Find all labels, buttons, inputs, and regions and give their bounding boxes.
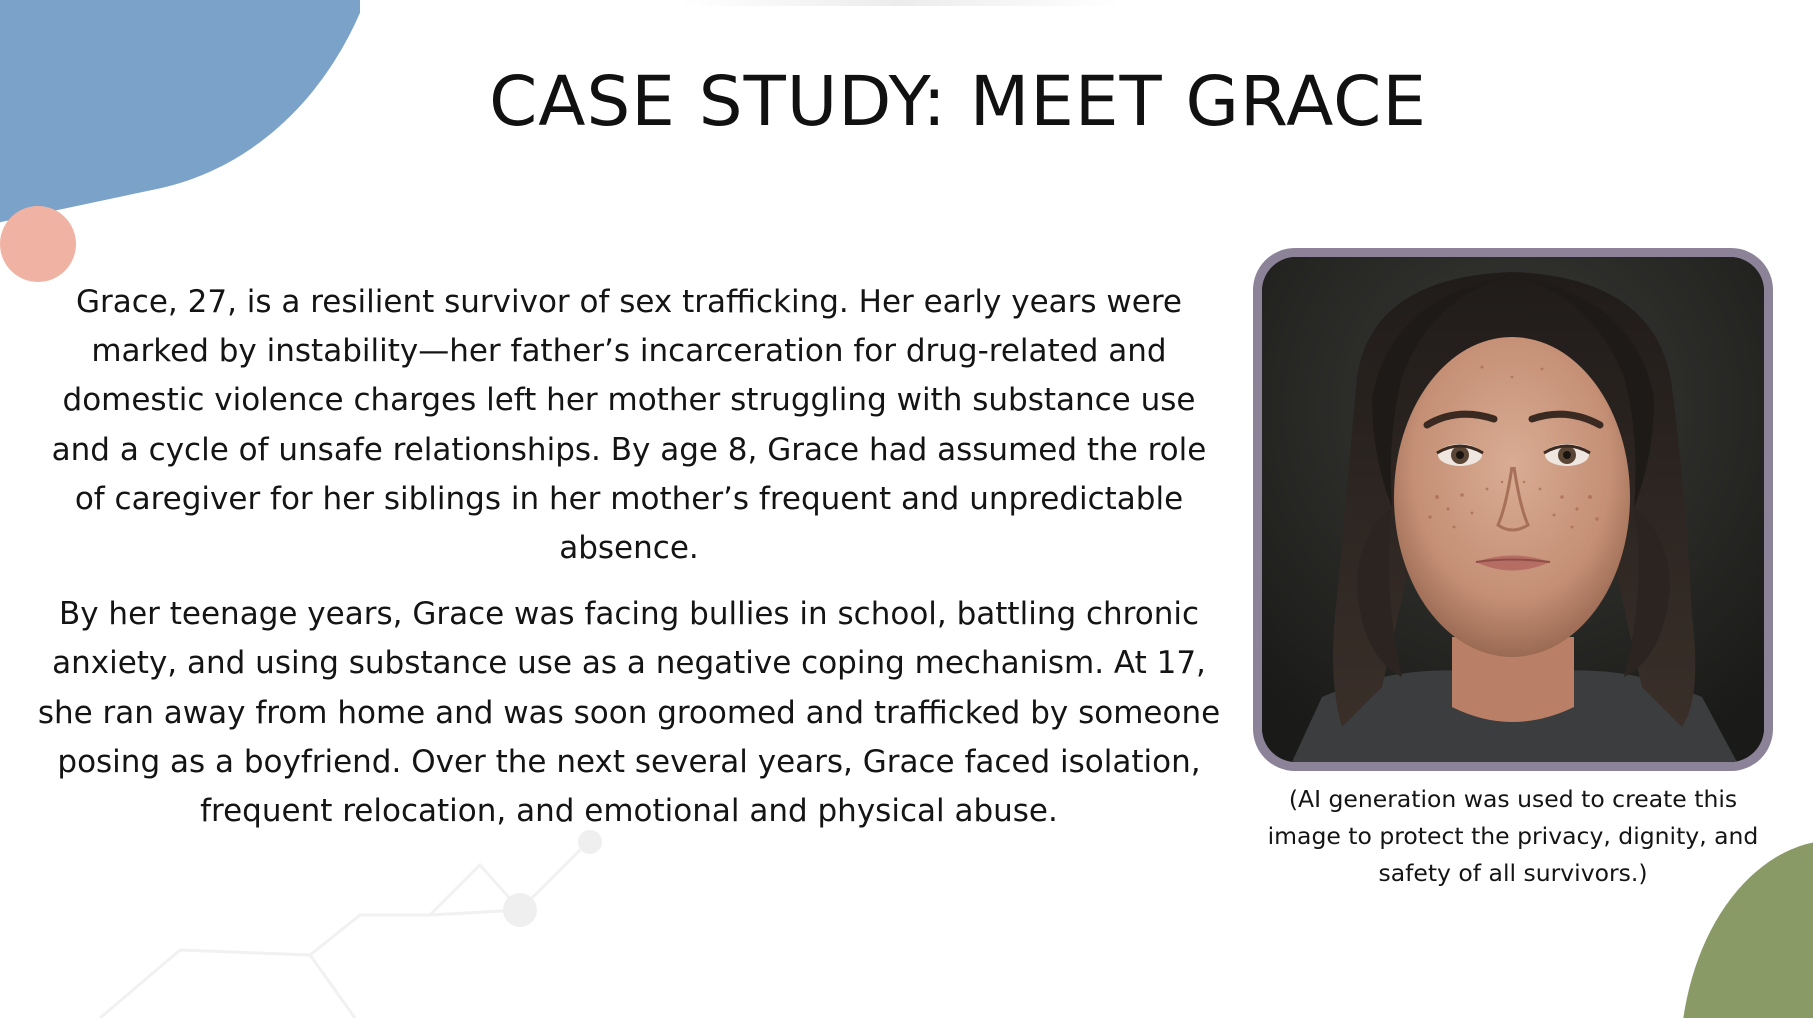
portrait-illustration	[1262, 257, 1764, 762]
portrait-frame	[1253, 248, 1773, 771]
decorative-peach-circle	[0, 206, 76, 282]
paragraph-early-years: Grace, 27, is a resilient survivor of sex trafficking. Her early years were marked by instability—her father’s incarceration for drug-related and domestic violence charges left her mother struggling with substance use and a cycle of unsafe relationships. By age 8, Grace had assumed the role of caregiver for her siblings in her mother’s frequent and unpredictable absence.	[51, 284, 1207, 567]
paragraph-teenage-years: By her teenage years, Grace was facing bullies in school, battling chronic anxiety, and using substance use as a negative coping mechanism. At 17, she ran away from home and was soon groomed and trafficked by someone posing as a boyfriend. Over the next several years, Grace faced isolation, frequent relocation, and emotional and physical abuse.	[37, 596, 1221, 830]
page-title: CASE STUDY: MEET GRACE	[489, 62, 1427, 142]
image-caption: (AI generation was used to create this image to protect the privacy, dignity, and safety of all survivors.)	[1267, 785, 1759, 887]
case-study-text	[36, 278, 1222, 836]
decorative-top-line	[680, 0, 1120, 6]
portrait-image	[1262, 257, 1764, 762]
